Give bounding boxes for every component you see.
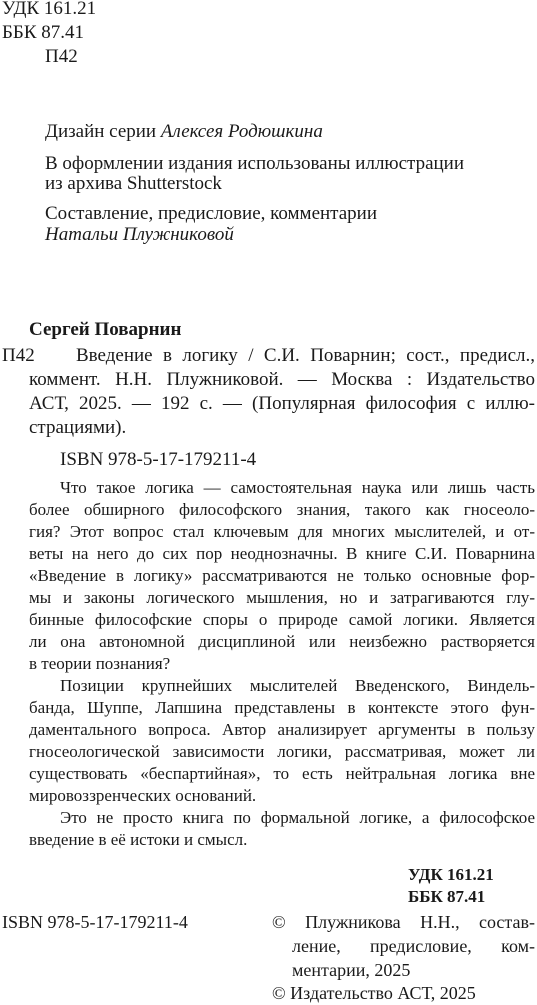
copyright-compiler-line-1: © Плужникова Н.Н., состав- xyxy=(272,912,535,932)
series-design-label: Дизайн серии xyxy=(45,121,161,142)
bbk-code: ББК 87.41 xyxy=(2,22,84,43)
annotation-p3-line-1: Это не просто книга по формальной логике, а философское xyxy=(60,808,535,827)
bibliographic-author-mark: П42 xyxy=(2,345,35,366)
udk-code: УДК 161.21 xyxy=(2,0,97,19)
copyright-compiler-line-3: ментарии, 2025 xyxy=(292,960,411,980)
footer-bbk-code: ББК 87.41 xyxy=(408,887,486,906)
copyright-compiler-line-2: ление, предисловие, ком- xyxy=(292,936,535,956)
annotation-p2-line-5: существовать «беспартийная», то есть нейтральная логика вне xyxy=(29,764,535,783)
series-designer-name: Алексея Родюшкина xyxy=(160,121,323,142)
compilation-credit: Составление, предисловие, комментарии xyxy=(45,203,377,224)
annotation-p2-line-1: Позиции крупнейших мыслителей Введенского, Виндель- xyxy=(60,676,535,695)
annotation-p2-line-3: даментального вопроса. Автор анализирует аргументы в пользу xyxy=(29,720,535,739)
isbn-record: ISBN 978-5-17-179211-4 xyxy=(60,449,257,470)
annotation-p2-line-2: банда, Шуппе, Лапшина представлены в контексте этого фун- xyxy=(29,698,535,717)
annotation-p1-line-9: в теории познания? xyxy=(29,654,171,673)
annotation-p3-line-2: введение в её истоки и смысл. xyxy=(29,830,248,849)
bibliographic-line-2: коммент. Н.Н. Плужниковой. — Москва : Издательство xyxy=(29,369,535,390)
book-author: Сергей Поварнин xyxy=(29,319,182,340)
bibliographic-line-1: Введение в логику / С.И. Поварнин; сост., предисл., xyxy=(76,345,535,366)
author-mark: П42 xyxy=(45,46,78,67)
annotation-p2-line-6: мировоззренческих оснований. xyxy=(29,786,257,805)
compiler-name: Натальи Плужниковой xyxy=(45,224,234,245)
annotation-p1-line-1: Что такое логика — самостоятельная наука или лишь часть xyxy=(60,478,535,497)
copyright-publisher: © Издательство АСТ, 2025 xyxy=(272,983,476,1003)
bibliographic-line-3: АСТ, 2025. — 192 с. — (Популярная философия с иллю- xyxy=(29,393,535,414)
series-design-credit xyxy=(45,120,323,144)
illustrations-credit-line1: В оформлении издания использованы иллюстрации xyxy=(45,153,465,174)
annotation-p1-line-5: «Введение в логику» рассматриваются не только основные фор- xyxy=(29,566,535,585)
illustrations-credit-line2: из архива Shutterstock xyxy=(45,173,222,194)
annotation-p1-line-8: ли она автономной дисциплиной или неизбежно растворяется xyxy=(29,632,535,651)
footer-isbn: ISBN 978-5-17-179211-4 xyxy=(2,912,188,932)
annotation-p1-line-4: веты на него до сих пор неоднозначны. В книге С.И. Поварнина xyxy=(29,544,535,563)
annotation-p1-line-2: более обширного философского знания, такого как гносеоло- xyxy=(29,500,535,519)
annotation-p1-line-3: гия? Этот вопрос стал ключевым для многих мыслителей, и от- xyxy=(29,522,535,541)
annotation-p1-line-6: мы и законы логического мышления, но и затрагиваются глу- xyxy=(29,588,535,607)
footer-udk-code: УДК 161.21 xyxy=(408,865,494,884)
bibliographic-line-4: страциями). xyxy=(29,417,127,438)
annotation-p2-line-4: гносеологической зависимости логики, рассматривая, может ли xyxy=(29,742,535,761)
annotation-p1-line-7: бинные философские споры о природе самой логики. Является xyxy=(29,610,535,629)
